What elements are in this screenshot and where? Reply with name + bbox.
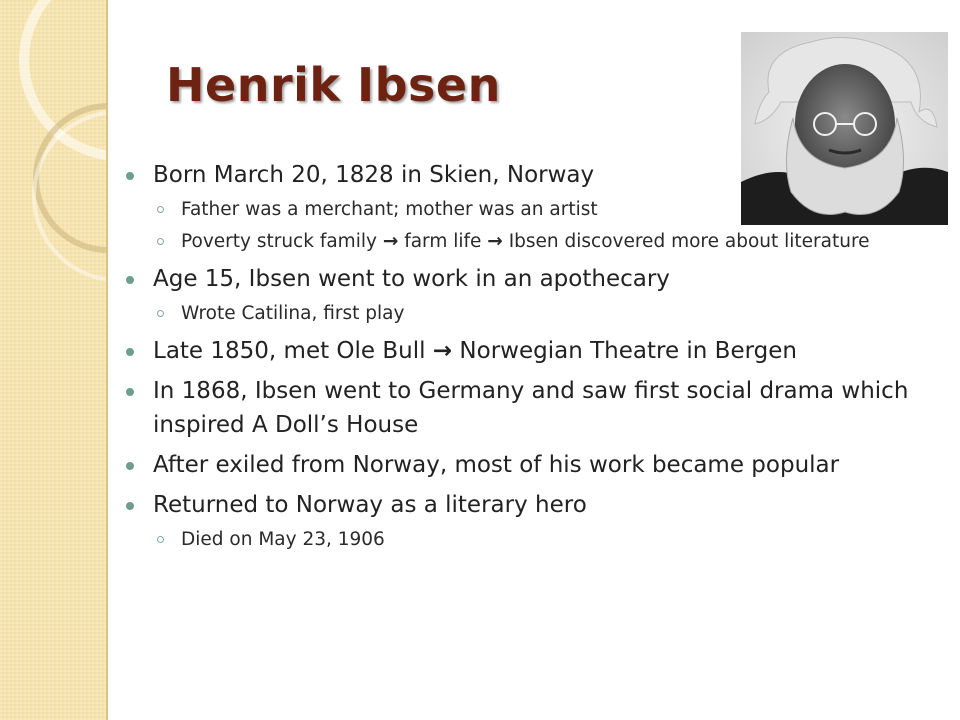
decorative-side-band <box>0 0 108 720</box>
bullet-text: Born March 20, 1828 in Skien, Norway <box>153 162 595 188</box>
sub-bullet-text-part: farm life <box>398 231 488 252</box>
bullet-dot-icon <box>126 388 134 396</box>
bullet-item <box>124 448 944 482</box>
bullet-item <box>124 262 944 328</box>
sub-bullet-item <box>153 300 944 328</box>
sub-bullet-text-part: Poverty struck family <box>181 231 383 252</box>
bullet-text: Returned to Norway as a literary hero <box>153 492 587 518</box>
bullet-item <box>124 334 944 368</box>
sub-bullet-list <box>153 196 944 256</box>
bullet-item <box>124 374 944 442</box>
ring-bullet-icon <box>157 536 164 543</box>
sub-bullet-item <box>153 228 944 256</box>
bullet-dot-icon <box>126 276 134 284</box>
slide-title: Henrik Ibsen <box>166 58 501 112</box>
decorative-circles <box>0 0 106 720</box>
bullet-item <box>124 488 944 554</box>
sub-bullet-text-part: Ibsen discovered more about literature <box>502 231 870 252</box>
sub-bullet-list <box>153 526 944 554</box>
right-arrow-icon: → <box>382 231 399 252</box>
ring-bullet-icon <box>157 310 164 317</box>
sub-bullet-list <box>153 300 944 328</box>
bullet-text-part: Late 1850, met Ole Bull <box>153 338 433 364</box>
ring-bullet-icon <box>157 206 164 213</box>
sub-bullet-item <box>153 526 944 554</box>
ring-bullet-icon <box>157 238 164 245</box>
bullet-dot-icon <box>126 172 134 180</box>
bullet-text: Age 15, Ibsen went to work in an apothecary <box>153 266 670 292</box>
sub-bullet-text: Died on May 23, 1906 <box>181 529 385 550</box>
right-arrow-icon: → <box>432 338 453 364</box>
bullet-text: In 1868, Ibsen went to Germany and saw first social drama which inspired A Doll’s House <box>153 378 909 438</box>
bullet-text: After exiled from Norway, most of his work became popular <box>153 452 840 478</box>
sub-bullet-text: Father was a merchant; mother was an artist <box>181 199 598 220</box>
bullet-item <box>124 158 944 256</box>
bullet-list <box>124 158 944 558</box>
bullet-dot-icon <box>126 462 134 470</box>
sub-bullet-item <box>153 196 944 224</box>
bullet-text-part: Norwegian Theatre in Bergen <box>452 338 797 364</box>
sub-bullet-text: Wrote Catilina, first play <box>181 303 405 324</box>
right-arrow-icon: → <box>487 231 503 252</box>
bullet-dot-icon <box>126 348 134 356</box>
bullet-dot-icon <box>126 502 134 510</box>
